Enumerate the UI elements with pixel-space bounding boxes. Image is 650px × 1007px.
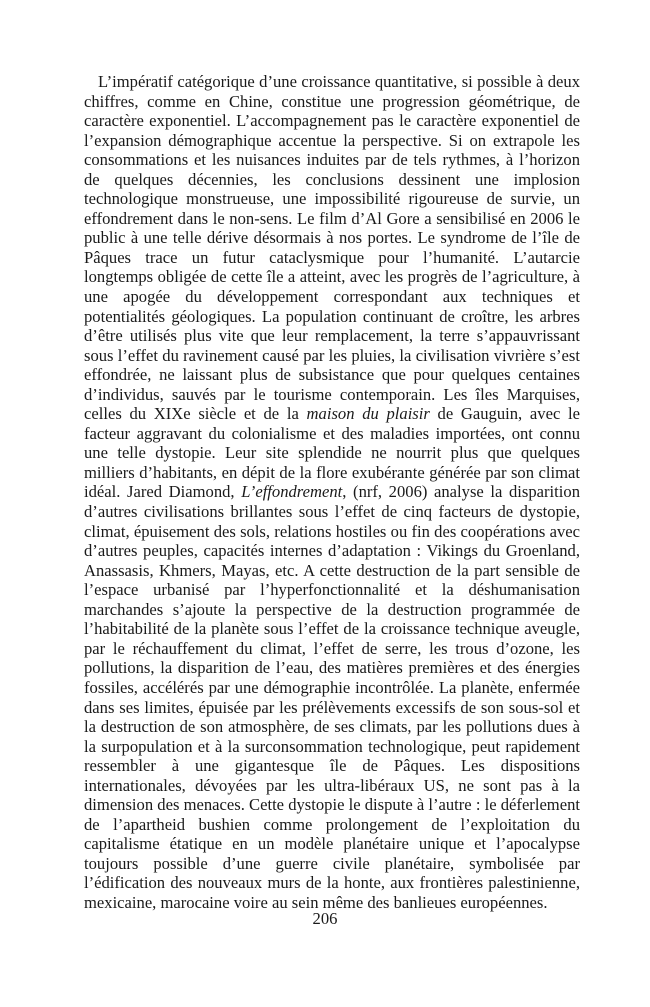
body-paragraph [84,72,580,913]
italic-title-maison-du-plaisir: maison du plaisir [306,404,430,424]
text-run: de Gauguin, avec le facteur aggravant du colonialisme et des maladies importées, ont connu une telle dystopie. Leur site splendide ne nourrit plus que quelques milliers d’habitants, en dépit de la flore exubérante générée par son climat idéal. Jared Diamond, [84,404,580,502]
italic-title-l-effondrement: L’effondrement [241,482,343,502]
page-body [84,72,580,913]
page-number: 206 [312,909,338,928]
text-run: L’impératif catégorique d’une croissance quantitative, si possible à deux chiffres, comme en Chine, constitue une progression géométrique, de caractère exponentiel. L’accompagnement pas le caractère exponentiel de l’expansion démographique accentue la perspective. Si on extrapole les consommations et les nuisances induites par de tels rythmes, à l’horizon de quelques décennies, les conclusions dessinent une implosion technologique monstrueuse, une impossibilité rigoureuse de survie, un effondrement dans le non-sens. Le film d’Al Gore a sensibilisé en 2006 le public à une telle dérive désormais à nos portes. Le syndrome de l’île de Pâques trace un futur cataclysmique pour l’humanité. L’autarcie longtemps obligée de cette île a atteint, avec les progrès de l’agriculture, à une apogée du développement correspondant aux techniques et potentialités géologiques. La population continuant de croître, les arbres d’être utilisés plus vite que leur remplacement, la terre s’appauvrissant sous l’effet du ravinement causé par les pluies, la civilisation vivrière s’est effondrée, ne laissant plus de subsistance que pour quelques centaines d’individus, sauvés par le tourisme contemporain. Les îles Marquises, celles du XIXe siècle et de la [84,72,580,424]
text-run: , (nrf, 2006) analyse la disparition d’autres civilisations brillantes sous l’effet de cinq facteurs de dystopie, climat, épuisement des sols, relations hostiles ou fin des coopérations avec d’autres peuples, capacités internes d’adaptation : Vikings du Groenland, Anassasis, Khmers, Mayas, etc. A cette destruction de la part sensible de l’espace urbanisé par l’hyperfonctionnalité et la déshumanisation marchandes s’ajoute la perspective de la destruction programmée de l’habitabilité de la planète sous l’effet de la croissance technique aveugle, par le réchauffement du climat, l’effet de serre, les trous d’ozone, les pollutions, la disparition de l’eau, des matières premières et des énergies fossiles, accélérés par une démographie incontrôlée. La planète, enfermée dans ses limites, épuisée par les prélèvements excessifs de son sous-sol et la destruction de son atmosphère, de ses climats, par les pollutions dues à la surpopulation et à la surconsommation technologique, peut rapidement ressembler à une gigantesque île de Pâques. Les dispositions internationales, dévoyées par les ultra-libéraux US, ne sont pas à la dimension des menaces. Cette dystopie le dispute à l’autre : le déferlement de l’apartheid bushien comme prolongement de l’exploitation du capitalisme étatique en un modèle planétaire unique et l’apocalypse toujours possible d’une guerre civile planétaire, symbolisée par l’édification des nouveaux murs de la honte, aux frontières palestinienne, mexicaine, marocaine voire au sein même des banlieues européennes. [84,482,580,912]
